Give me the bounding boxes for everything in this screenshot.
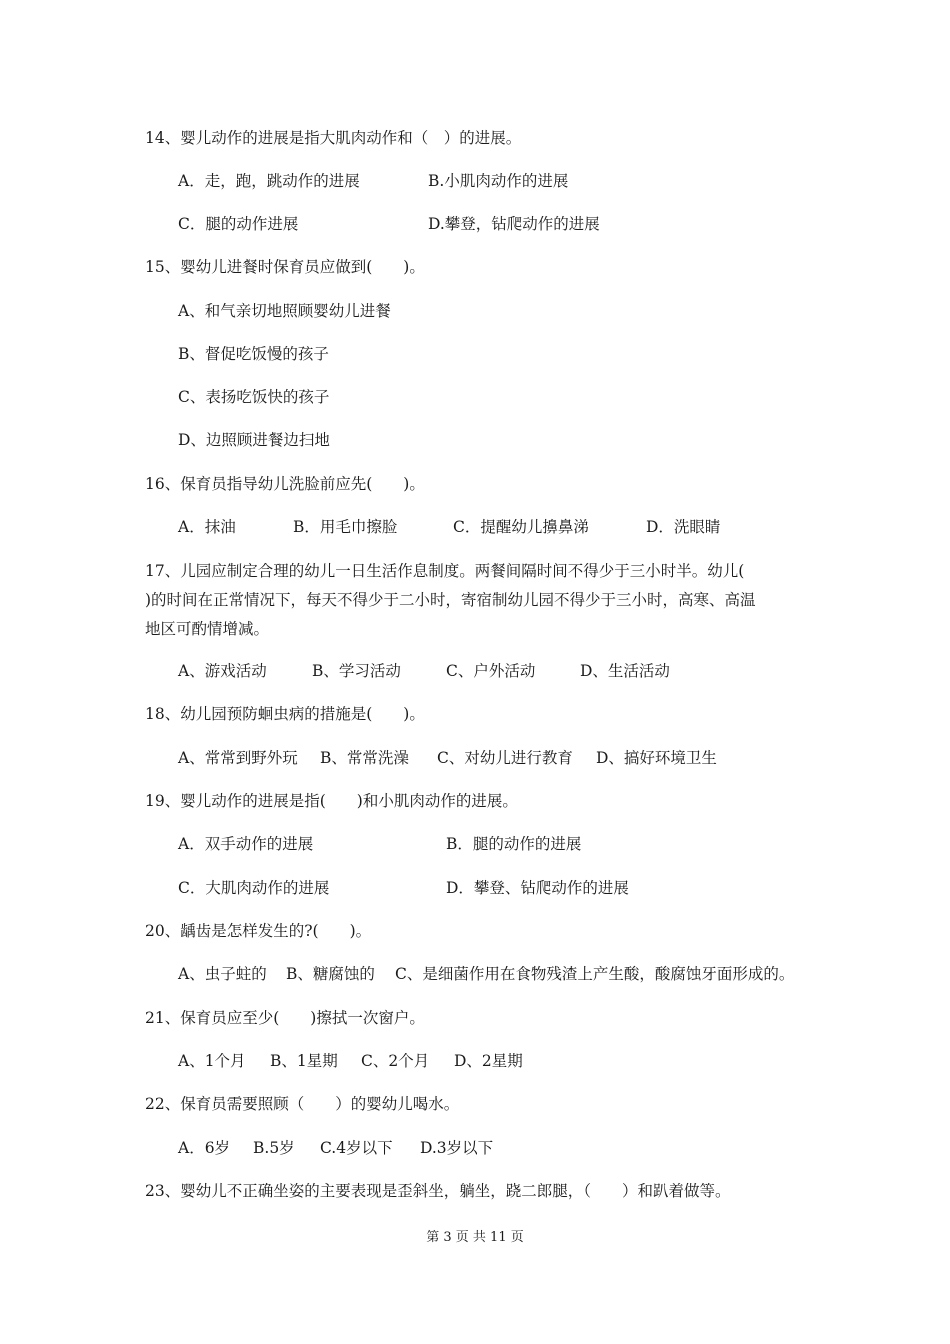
option-19-d: D．攀登、钻爬动作的进展 xyxy=(446,879,629,897)
option-18-b: B、常常洗澡 xyxy=(320,749,409,767)
option-21-d: D、2星期 xyxy=(454,1052,523,1070)
option-20-a: A、虫子蛀的 xyxy=(178,965,267,983)
option-19-b: B．腿的动作的进展 xyxy=(446,835,582,853)
question-17-stem-line1: 17、儿园应制定合理的幼儿一日生活作息制度。两餐间隔时间不得少于三小时半。幼儿( xyxy=(145,562,745,580)
question-22-stem: 22、保育员需要照顾（ ）的婴幼儿喝水。 xyxy=(145,1095,460,1113)
option-14-b: B.小肌肉动作的进展 xyxy=(428,172,569,190)
question-23-stem: 23、婴幼儿不正确坐姿的主要表现是歪斜坐，躺坐，跷二郎腿，（ ）和趴着做等。 xyxy=(145,1182,731,1200)
option-22-c: C.4岁以下 xyxy=(320,1139,393,1157)
option-14-c: C．腿的动作进展 xyxy=(178,215,299,233)
option-22-d: D.3岁以下 xyxy=(420,1139,494,1157)
option-15-a: A、和气亲切地照顾婴幼儿进餐 xyxy=(178,302,391,320)
question-15-stem: 15、婴幼儿进餐时保育员应做到( )。 xyxy=(145,258,425,276)
option-22-b: B.5岁 xyxy=(253,1139,295,1157)
question-17-stem-line3: 地区可酌情增减。 xyxy=(145,620,270,638)
question-18-stem: 18、幼儿园预防蛔虫病的措施是( )。 xyxy=(145,705,425,723)
option-19-c: C．大肌肉动作的进展 xyxy=(178,879,330,897)
option-17-c: C、户外活动 xyxy=(446,662,536,680)
question-20-stem: 20、龋齿是怎样发生的?( )。 xyxy=(145,922,372,940)
option-20-b: B、糖腐蚀的 xyxy=(286,965,375,983)
question-17-stem-line2: )的时间在正常情况下，每天不得少于二小时，寄宿制幼儿园不得少于三小时，高寒、高温 xyxy=(145,591,756,609)
option-17-b: B、学习活动 xyxy=(312,662,401,680)
option-16-d: D．洗眼睛 xyxy=(646,518,721,536)
option-17-d: D、生活活动 xyxy=(580,662,670,680)
page-number-footer: 第 3 页 共 11 页 xyxy=(426,1230,524,1245)
option-15-b: B、督促吃饭慢的孩子 xyxy=(178,345,329,363)
option-15-d: D、边照顾进餐边扫地 xyxy=(178,431,330,449)
option-22-a: A．6岁 xyxy=(178,1139,231,1157)
option-16-c: C．提醒幼儿擤鼻涕 xyxy=(453,518,589,536)
option-18-d: D、搞好环境卫生 xyxy=(596,749,717,767)
question-19-stem: 19、婴儿动作的进展是指( )和小肌肉动作的进展。 xyxy=(145,792,518,810)
option-14-a: A．走，跑，跳动作的进展 xyxy=(178,172,360,190)
option-19-a: A．双手动作的进展 xyxy=(178,835,314,853)
option-15-c: C、表扬吃饭快的孩子 xyxy=(178,388,330,406)
question-21-stem: 21、保育员应至少( )擦拭一次窗户。 xyxy=(145,1009,425,1027)
question-14-stem: 14、婴儿动作的进展是指大肌肉动作和（ ）的进展。 xyxy=(145,129,522,147)
option-17-a: A、游戏活动 xyxy=(178,662,267,680)
question-16-stem: 16、保育员指导幼儿洗脸前应先( )。 xyxy=(145,475,425,493)
option-18-a: A、常常到野外玩 xyxy=(178,749,298,767)
option-16-a: A．抹油 xyxy=(178,518,236,536)
option-21-b: B、1星期 xyxy=(270,1052,338,1070)
option-21-a: A、1个月 xyxy=(178,1052,246,1070)
option-16-b: B．用毛巾擦脸 xyxy=(293,518,398,536)
option-14-d: D.攀登，钻爬动作的进展 xyxy=(428,215,600,233)
option-21-c: C、2个月 xyxy=(361,1052,430,1070)
option-18-c: C、对幼儿进行教育 xyxy=(437,749,573,767)
option-20-c: C、是细菌作用在食物残渣上产生酸，酸腐蚀牙面形成的。 xyxy=(395,965,795,983)
